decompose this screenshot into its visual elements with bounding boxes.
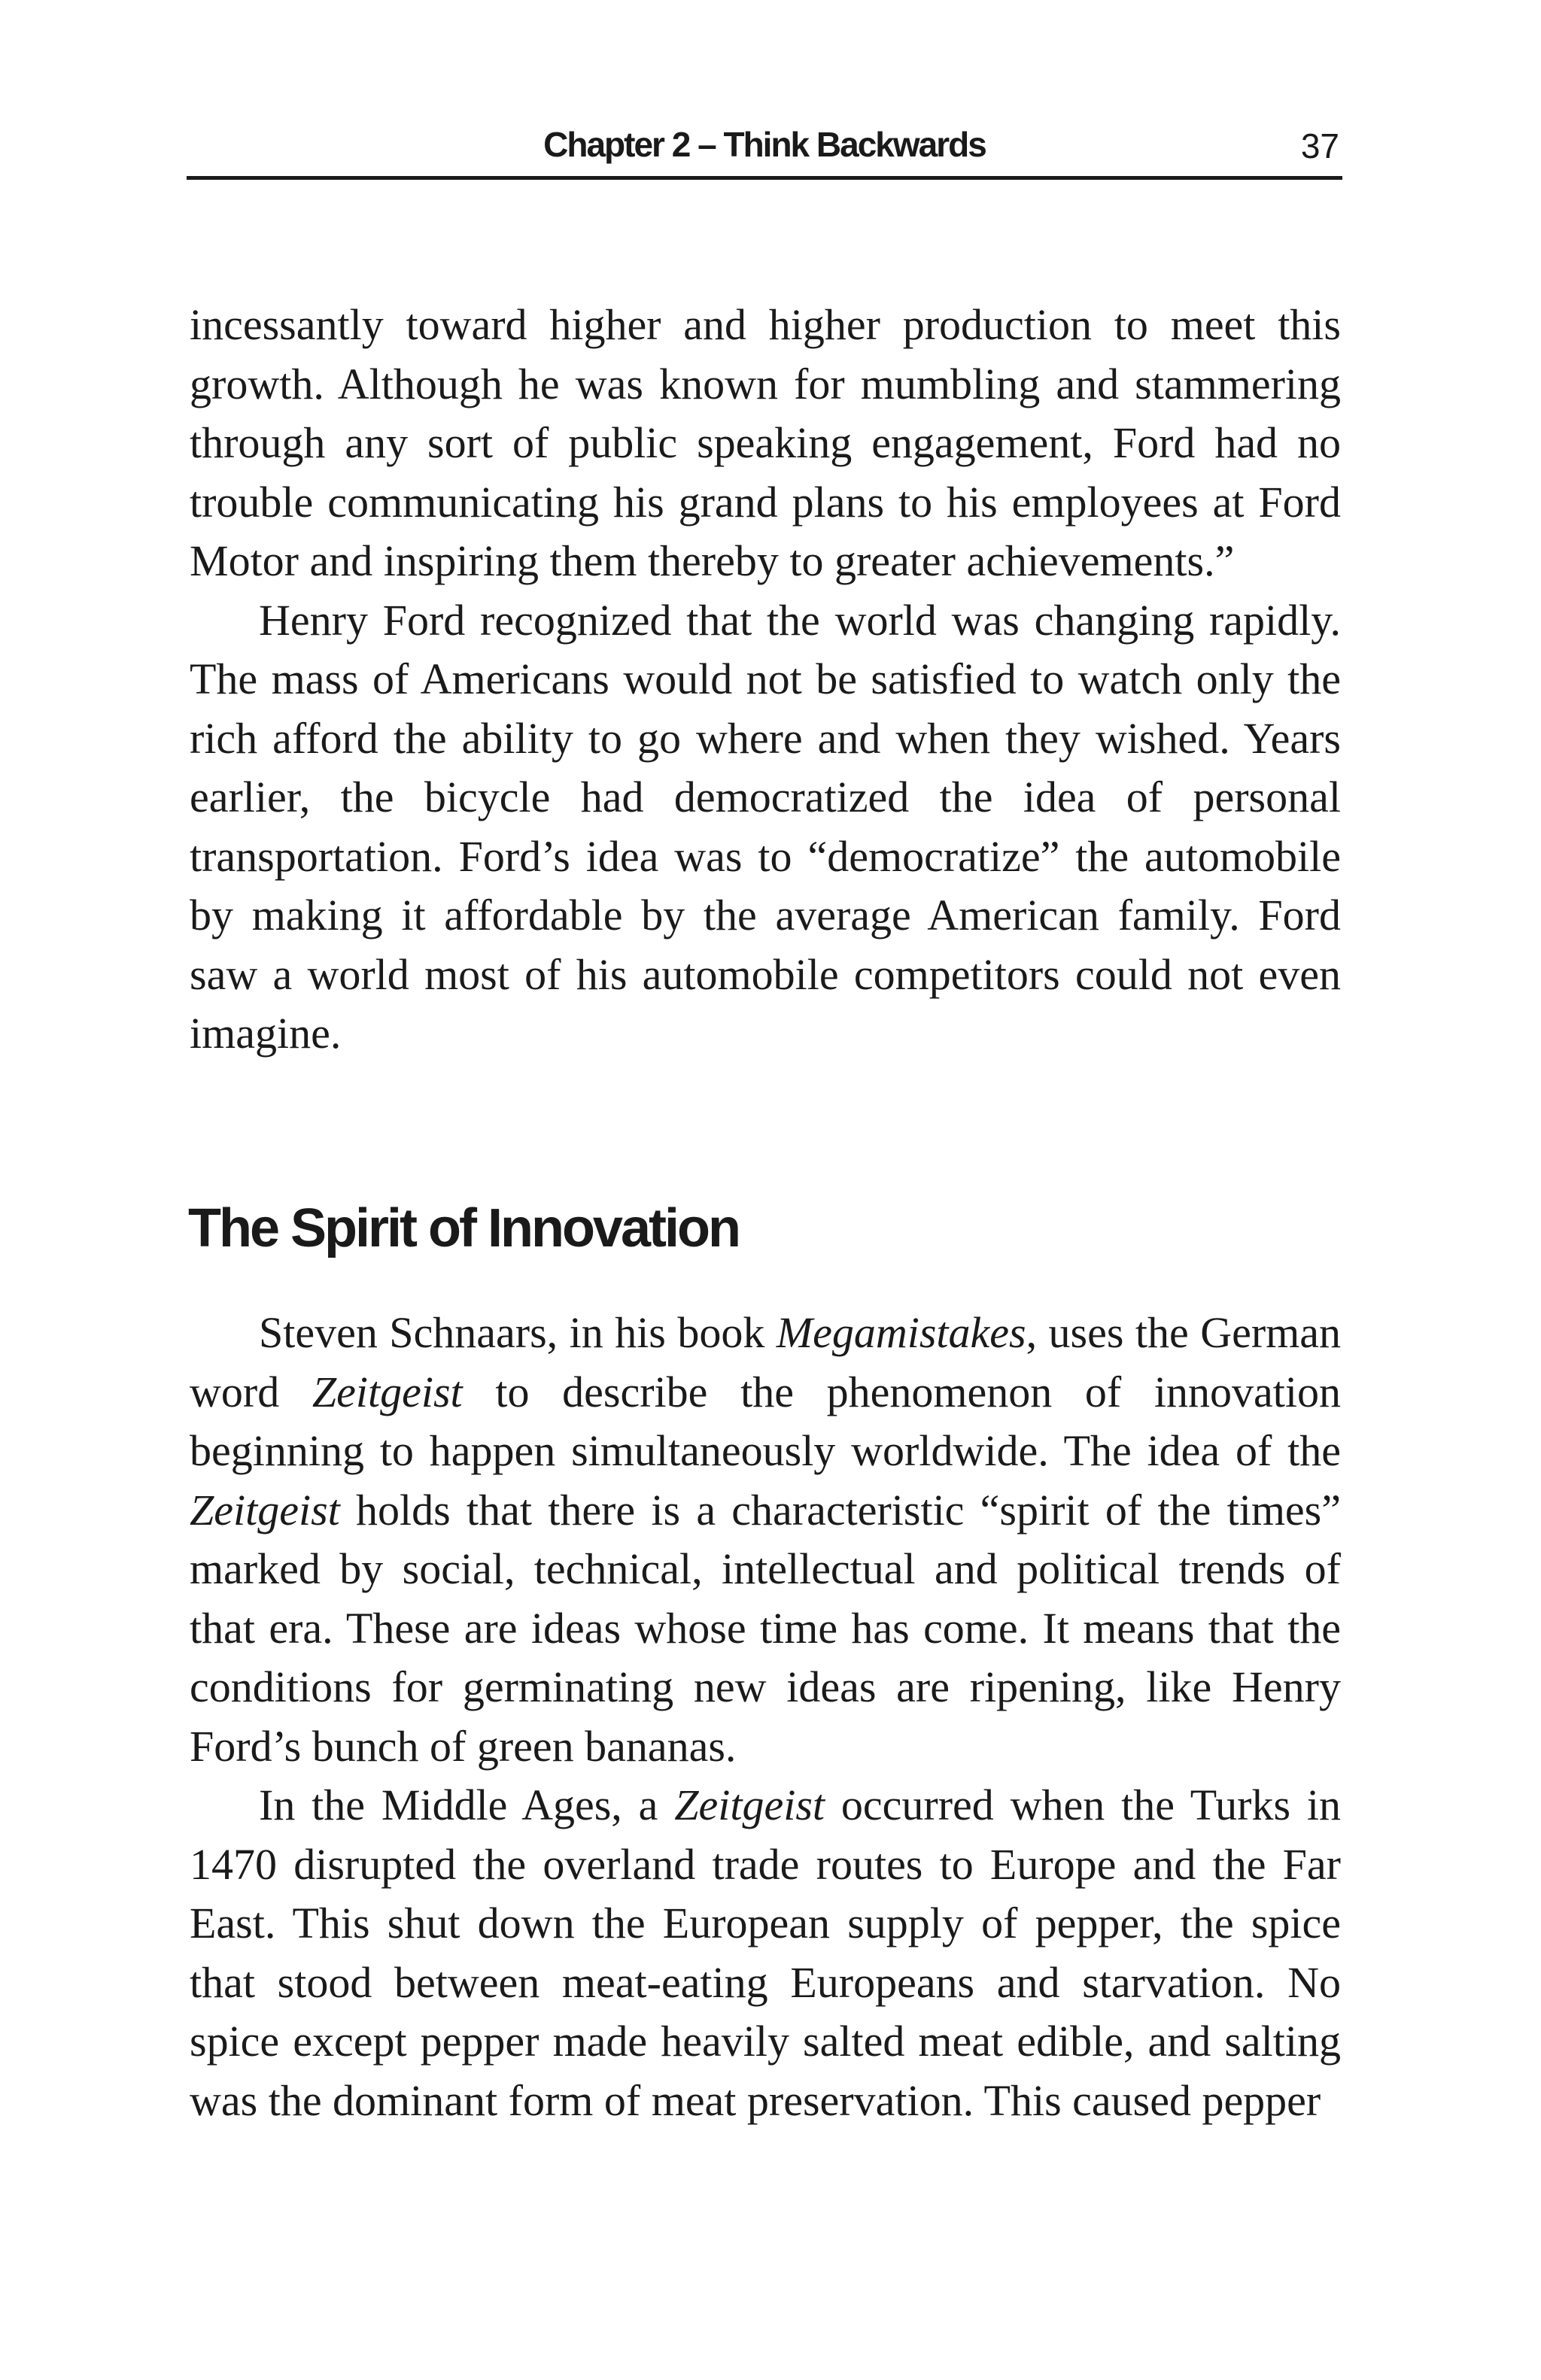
term-italic: Zeitgeist (674, 1780, 825, 1829)
text-run: , uses the German word (190, 1308, 1342, 1416)
text-run: Steven Schnaars, in his book (259, 1308, 777, 1357)
header-rule (187, 176, 1342, 180)
text-run: to describe the phenomenon of innovation beginning to happen simultaneously worldwide. The idea of the (190, 1367, 1341, 1475)
book-title-italic: Megamistakes (776, 1308, 1026, 1357)
section-heading: The Spirit of Innovation (188, 1198, 739, 1258)
paragraph (190, 1776, 1341, 2130)
chapter-title: Chapter 2 – Think Backwards (543, 125, 986, 164)
text-run: holds that there is a characteristic “spirit of the times” marked by social, technical, intellectual and political trends of that era. These are ideas whose time has come. It means that the conditions for germinating new ideas are ripening, like Henry Ford’s bunch of green bananas. (190, 1485, 1341, 1771)
term-italic: Zeitgeist (190, 1485, 340, 1535)
body-text-section (190, 1304, 1341, 2130)
paragraph: Henry Ford recognized that the world was changing rapidly. The mass of Americans would not be satisfied to watch only the rich afford the ability to go where and when they wished. Years earlier, the bicycle had democratized the idea of personal transportation. Ford’s idea was to “democratize” the automobile by making it affordable by the average American family. Ford saw a world most of his automobile competitors could not even imagine. (190, 595, 1341, 1058)
paragraph (190, 1304, 1341, 1776)
paragraph: incessantly toward higher and higher production to meet this growth. Although he was known for mumbling and stammering through any sort of public speaking engagement, Ford had no trouble communicating his grand plans to his employees at Ford Motor and inspiring them thereby to greater achievements.” (190, 300, 1341, 585)
page-number: 37 (1300, 126, 1339, 165)
term-italic: Zeitgeist (312, 1367, 463, 1416)
running-header (187, 113, 1342, 173)
body-text-top (190, 296, 1341, 1064)
text-run: In the Middle Ages, a (259, 1780, 675, 1829)
text-run: occurred when the Turks in 1470 disrupted the overland trade routes to Europe and the Far East. This shut down the European supply of pepper, the spice that stood between meat-eating Europeans and starvation. No spice except pepper made heavily salted meat edible, and salting was the dominant form of meat preservation. This caused pepper (190, 1780, 1341, 2125)
